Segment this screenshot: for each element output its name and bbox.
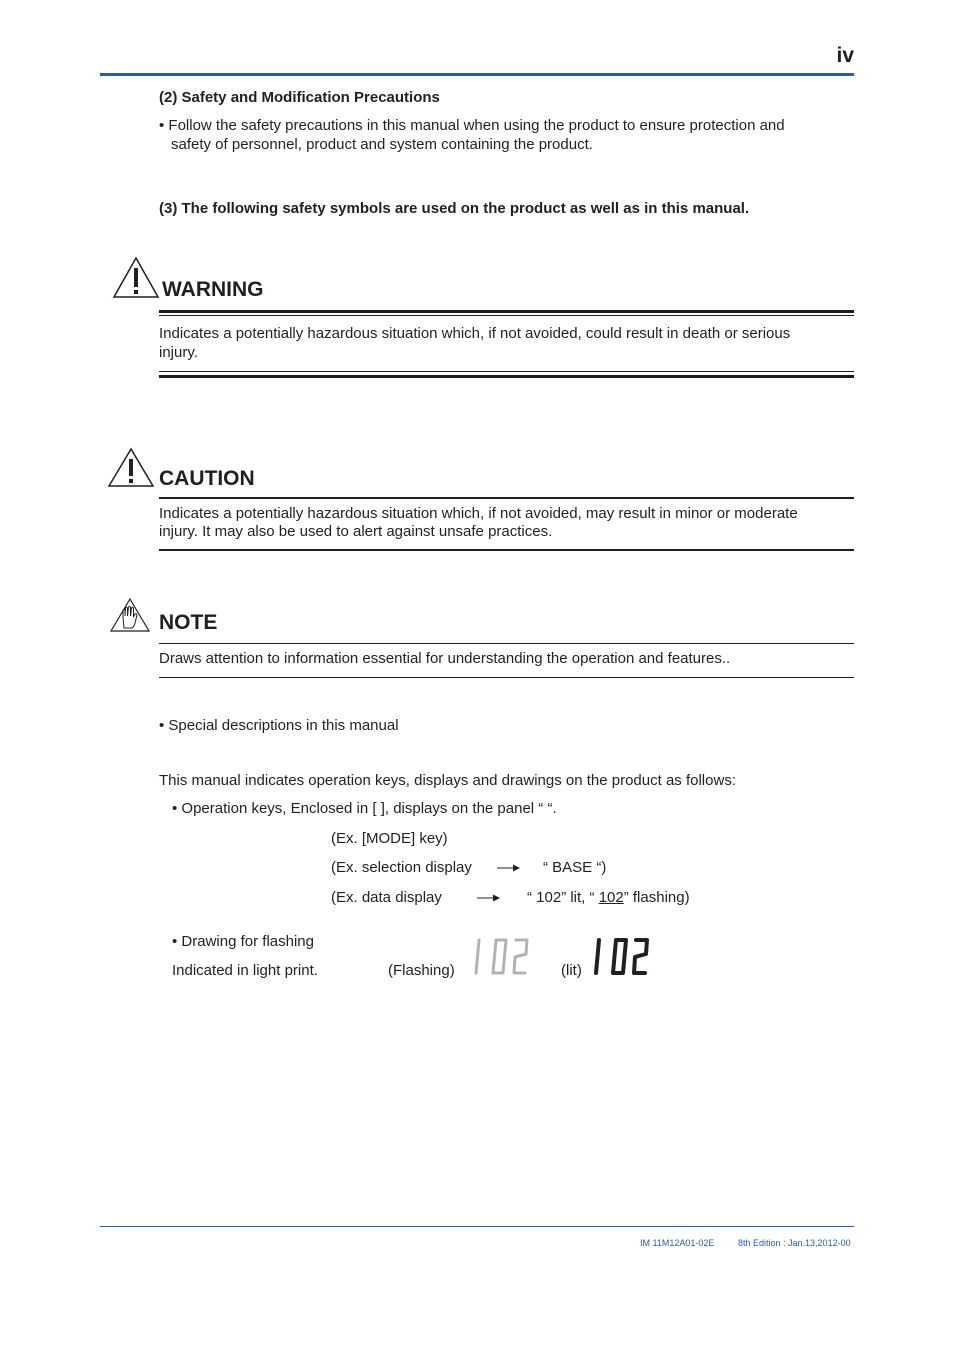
note-title: NOTE (159, 611, 218, 634)
warning-top-rule (159, 310, 854, 313)
caution-title: CAUTION (159, 467, 255, 490)
flashing-label: (Flashing) (388, 962, 455, 979)
warning-triangle-icon (112, 256, 160, 300)
arrow-right-icon (477, 892, 501, 904)
example-data: (Ex. data display (331, 889, 442, 906)
arrow-right-icon (497, 862, 521, 874)
example-selection-value: “ BASE “) (543, 859, 607, 876)
light-print-text: Indicated in light print. (172, 962, 318, 979)
caution-triangle-icon (107, 447, 155, 489)
example-data-flashing-value: 102 (598, 889, 624, 906)
warning-bottom-rule-thin (159, 371, 854, 372)
seven-segment-lit-display (590, 935, 656, 977)
caution-text-line2: injury. It may also be used to alert against unsafe practices. (159, 523, 553, 540)
warning-text-line2: injury. (159, 344, 198, 361)
example-data-flashing-text: ” flashing) (623, 889, 690, 906)
seven-segment-flashing-display (470, 935, 536, 977)
footer-doc-id: IM 11M12A01-02E (640, 1238, 715, 1248)
header-rule (100, 73, 854, 76)
section2-bullet-line1: • Follow the safety precautions in this manual when using the product to ensure protection and (159, 117, 785, 134)
lit-label: (lit) (561, 962, 582, 979)
keys-bullet: • Operation keys, Enclosed in [ ], displays on the panel “ “. (172, 800, 557, 817)
note-top-rule (159, 643, 854, 644)
caution-top-rule (159, 497, 854, 499)
special-intro: This manual indicates operation keys, displays and drawings on the product as follows: (159, 772, 736, 789)
seven-segment-digits (476, 940, 527, 973)
example-data-value (527, 888, 690, 907)
footer-edition: 8th Edition : Jan.13,2012-00 (738, 1238, 851, 1248)
example-selection: (Ex. selection display (331, 859, 472, 876)
example-data-lit-text: “ 102” lit, “ (527, 889, 599, 906)
drawing-bullet: • Drawing for flashing (172, 933, 314, 950)
footer-rule (100, 1226, 854, 1227)
section3-heading: (3) The following safety symbols are used on the product as well as in this manual. (159, 200, 750, 217)
section2-bullet-line2: safety of personnel, product and system containing the product. (171, 136, 593, 153)
note-bottom-rule (159, 677, 854, 678)
special-bullet: • Special descriptions in this manual (159, 717, 399, 734)
section2-heading: (2) Safety and Modification Precautions (159, 89, 440, 106)
note-text: Draws attention to information essential for understanding the operation and features.. (159, 650, 731, 667)
warning-text-line1: Indicates a potentially hazardous situation which, if not avoided, could result in death or serious (159, 325, 791, 342)
example-key: (Ex. [MODE] key) (331, 830, 448, 847)
warning-bottom-rule (159, 375, 854, 378)
warning-top-rule-thin (159, 315, 854, 316)
seven-segment-digits (596, 940, 647, 973)
note-hand-icon (109, 597, 151, 633)
page-number: iv (836, 44, 854, 67)
warning-title: WARNING (162, 278, 264, 301)
caution-bottom-rule (159, 549, 854, 551)
caution-text-line1: Indicates a potentially hazardous situation which, if not avoided, may result in minor or moderate (159, 505, 798, 522)
